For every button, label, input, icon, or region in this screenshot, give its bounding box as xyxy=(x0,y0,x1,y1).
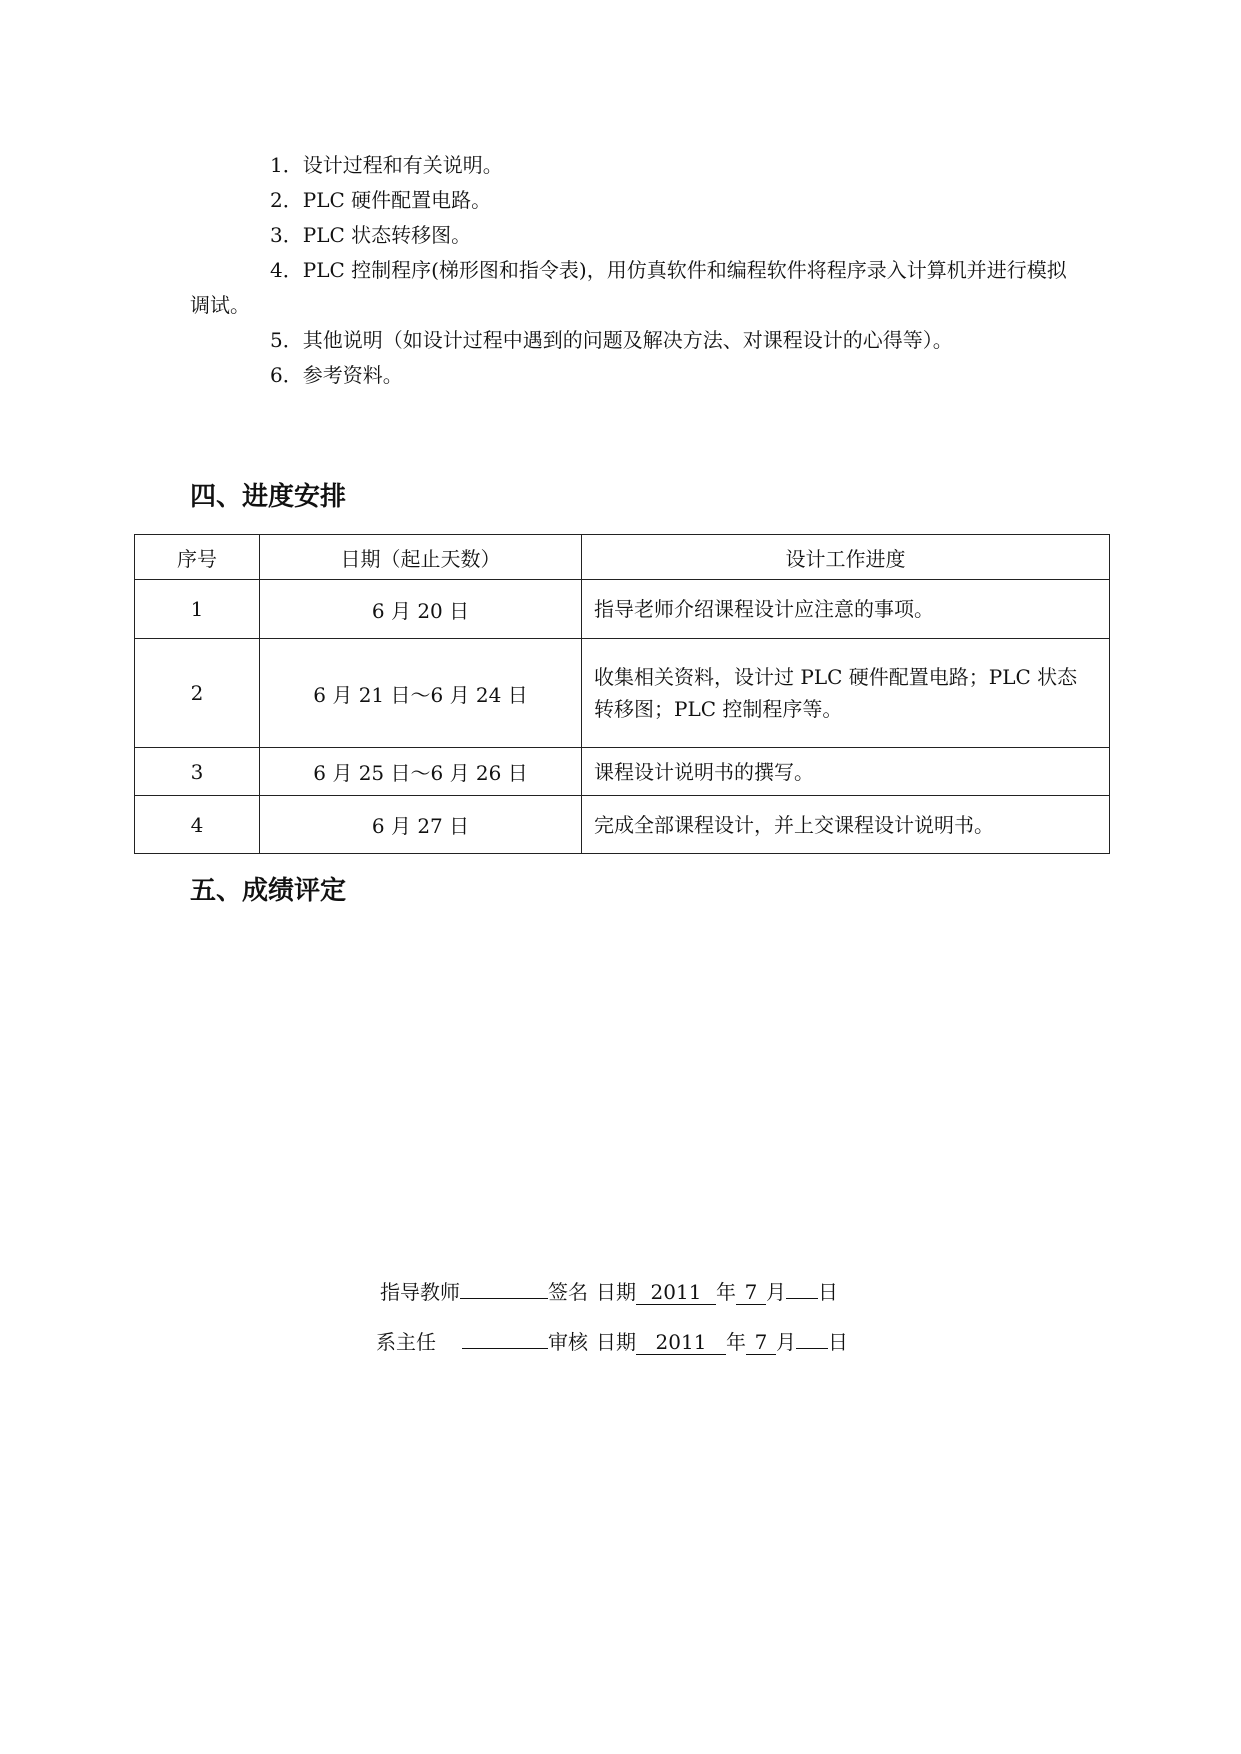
dept-head-year-value: 2011 xyxy=(636,1330,726,1355)
requirement-number: 3． xyxy=(270,223,303,247)
dept-head-name-blank xyxy=(462,1348,548,1349)
table-row xyxy=(135,580,1110,639)
advisor-day-blank xyxy=(786,1298,818,1299)
table-header-row xyxy=(135,535,1110,580)
dept-head-month-value: 7 xyxy=(746,1330,776,1355)
header-date: 日期（起止天数） xyxy=(260,535,582,580)
dept-head-month-unit: 月 xyxy=(776,1330,796,1354)
row-progress: 课程设计说明书的撰写。 xyxy=(582,748,1110,796)
advisor-name-blank xyxy=(460,1298,548,1299)
advisor-year-unit: 年 xyxy=(716,1280,736,1304)
requirement-text: PLC 硬件配置电路。 xyxy=(302,188,492,212)
advisor-signature-line xyxy=(380,1277,838,1307)
requirement-text: 参考资料。 xyxy=(302,363,403,387)
dept-head-day-unit: 日 xyxy=(828,1330,848,1354)
row-date: 6 月 21 日～6 月 24 日 xyxy=(260,639,582,748)
row-index: 4 xyxy=(135,796,260,854)
requirement-number: 6． xyxy=(270,363,303,387)
advisor-year-value: 2011 xyxy=(636,1280,716,1305)
header-index: 序号 xyxy=(135,535,260,580)
section-title-schedule: 四、进度安排 xyxy=(190,482,347,512)
dept-head-role-label: 系主任 xyxy=(376,1330,436,1354)
requirement-item xyxy=(190,183,1070,218)
row-progress: 指导老师介绍课程设计应注意的事项。 xyxy=(582,580,1110,639)
table-row xyxy=(135,639,1110,748)
dept-head-day-blank xyxy=(796,1348,828,1349)
row-index: 1 xyxy=(135,580,260,639)
row-progress: 收集相关资料，设计过 PLC 硬件配置电路；PLC 状态转移图；PLC 控制程序等。 xyxy=(582,639,1110,748)
dept-head-signature-line xyxy=(376,1327,848,1357)
advisor-month-unit: 月 xyxy=(766,1280,786,1304)
requirement-text: PLC 控制程序(梯形图和指令表)，用仿真软件和编程软件将程序录入计算机并进行模拟调试。 xyxy=(190,258,1067,317)
requirement-text: 设计过程和有关说明。 xyxy=(302,153,503,177)
requirement-number: 4． xyxy=(270,258,303,282)
row-date: 6 月 27 日 xyxy=(260,796,582,854)
requirement-item xyxy=(190,148,1070,183)
section-title-grading: 五、成绩评定 xyxy=(190,876,347,906)
row-progress: 完成全部课程设计，并上交课程设计说明书。 xyxy=(582,796,1110,854)
requirement-number: 2． xyxy=(270,188,303,212)
header-progress: 设计工作进度 xyxy=(582,535,1110,580)
advisor-sign-label: 签名 xyxy=(548,1280,588,1304)
schedule-table xyxy=(134,534,1110,854)
row-index: 3 xyxy=(135,748,260,796)
requirement-number: 5． xyxy=(270,328,303,352)
row-date: 6 月 20 日 xyxy=(260,580,582,639)
advisor-month-value: 7 xyxy=(736,1280,766,1305)
requirement-item xyxy=(190,253,1070,323)
requirement-item xyxy=(190,358,1070,393)
table-row xyxy=(135,796,1110,854)
dept-head-date-label: 日期 xyxy=(596,1330,636,1354)
dept-head-year-unit: 年 xyxy=(726,1330,746,1354)
row-date: 6 月 25 日～6 月 26 日 xyxy=(260,748,582,796)
requirement-item xyxy=(190,323,1070,358)
requirement-text: 其他说明（如设计过程中遇到的问题及解决方法、对课程设计的心得等）。 xyxy=(302,328,953,352)
dept-head-sign-label: 审核 xyxy=(548,1330,588,1354)
requirements-list xyxy=(190,148,1070,393)
table-row xyxy=(135,748,1110,796)
row-index: 2 xyxy=(135,639,260,748)
advisor-day-unit: 日 xyxy=(818,1280,838,1304)
advisor-role-label: 指导教师 xyxy=(380,1280,460,1304)
advisor-date-label: 日期 xyxy=(596,1280,636,1304)
requirement-item xyxy=(190,218,1070,253)
requirement-text: PLC 状态转移图。 xyxy=(302,223,472,247)
requirement-number: 1． xyxy=(270,153,303,177)
